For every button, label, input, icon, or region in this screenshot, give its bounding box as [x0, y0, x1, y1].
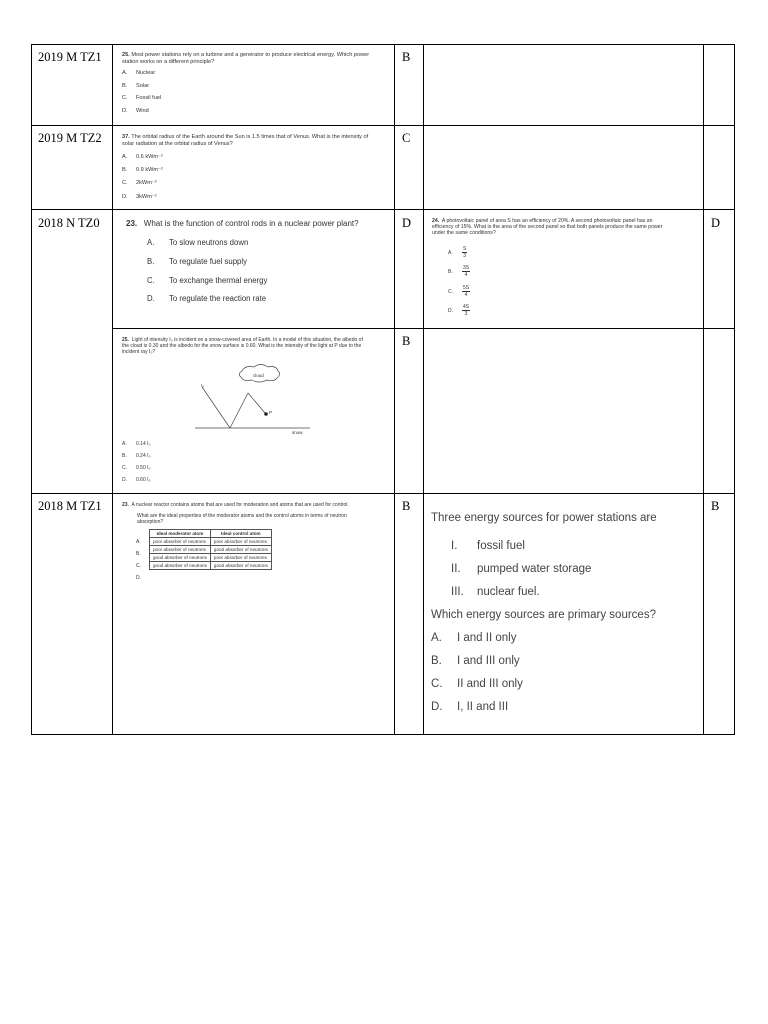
point-p-marker: [264, 412, 268, 416]
column-divider: [703, 44, 704, 735]
option: C. Fossil fuel: [122, 95, 162, 101]
question-number: 37.: [122, 134, 130, 140]
session-label: 2018 M TZ1: [38, 499, 102, 513]
list-item: III. nuclear fuel.: [451, 586, 540, 598]
session-label: 2019 M TZ1: [38, 50, 102, 64]
table-header: Ideal moderator atom: [150, 530, 211, 538]
option: D. Wind: [122, 108, 149, 114]
option: C. II and III only: [431, 678, 523, 690]
session-label: 2018 N TZ0: [38, 216, 100, 230]
row-divider: [31, 493, 735, 494]
option: D. 3kWm⁻²: [122, 194, 157, 200]
option: B. Solar: [122, 83, 150, 89]
ray-label: I₀: [201, 383, 205, 388]
option: D. 0.60 I₀: [122, 477, 151, 483]
question-stem: 25. Light of intensity I₀ is incident on a snow-covered area of Earth. In a model of this situation, the albedo of the cloud is 0.30 and the albedo for the snow surface is 0.60. What is the intensity of the light at P due to the incident ray I₀?: [122, 337, 363, 355]
question-stem: 24. A photovoltaic panel of area S has an efficiency of 20%. A second photovoltaic panel has an efficiency of 15%. What is the area of the second panel so that both panels produce the same power under the same conditions?: [432, 218, 663, 237]
question-stem-part-2: What are the ideal properties of the moderator atoms and the control atoms in terms of neutron absorption?: [137, 513, 347, 525]
option: B. 0.9 kWm⁻²: [122, 167, 163, 173]
albedo-diagram: [120, 357, 365, 437]
answer-key: B: [402, 50, 411, 64]
cloud-reflected-ray: [248, 393, 265, 413]
properties-table: [149, 529, 272, 570]
answer-key-second: D: [711, 216, 721, 230]
cloud-label: cloud: [253, 373, 264, 378]
question-intro: Three energy sources for power stations are: [431, 512, 657, 524]
answer-key: D: [402, 216, 412, 230]
row-divider: [31, 209, 735, 210]
question-number: 25.: [122, 337, 129, 343]
option: A. I and II only: [431, 632, 517, 644]
question-block: [122, 216, 387, 316]
option-key: B.: [136, 551, 141, 557]
question-block: [120, 335, 365, 485]
option: D. To regulate the reaction rate: [147, 294, 267, 303]
table-row: poor absorber of neutrons good absorber of neutrons: [150, 546, 272, 554]
option: A. Nuclear: [122, 70, 156, 76]
question-block-second: [429, 508, 697, 723]
snow-label: snow: [292, 430, 303, 435]
option: D. $\frac{4S}{3}$: [448, 304, 470, 317]
question-block: [120, 50, 370, 120]
table-header: Ideal control atom: [210, 530, 271, 538]
option: C. 2kWm⁻²: [122, 180, 157, 186]
table-row: poor absorber of neutrons poor absorber of neutrons: [150, 538, 272, 546]
row-divider: [112, 328, 735, 329]
question-stem: 25. Most power stations rely on a turbine and a generator to produce electrical energy. Which power station works on a different principle?: [122, 52, 370, 65]
question-prompt: Which energy sources are primary sources?: [431, 609, 656, 621]
table-row: good absorber of neutrons poor absorber of neutrons: [150, 554, 272, 562]
option: C. 0.50 I₀: [122, 465, 151, 471]
column-divider: [423, 44, 424, 735]
question-stem: 23. What is the function of control rods in a nuclear power plant?: [126, 219, 359, 228]
question-stem: 23. A nuclear reactor contains atoms that are used for moderation and atoms that are used for control.: [122, 502, 349, 508]
question-number: 24.: [432, 218, 440, 224]
question-stem: 37. The orbital radius of the Earth around the Sun is 1.5 times that of Venus. What is the intensity of solar radiation at the orbital radius of Venus?: [122, 134, 369, 147]
option: B. 0.24 I₀: [122, 453, 151, 459]
list-item: I. fossil fuel: [451, 540, 525, 552]
incident-ray: [202, 387, 230, 428]
column-divider: [394, 44, 395, 735]
column-divider: [112, 44, 113, 735]
option: A. 0.6 kWm⁻²: [122, 154, 163, 160]
option: D. I, II and III: [431, 701, 509, 713]
question-number: 23.: [126, 219, 138, 228]
row-divider: [31, 125, 735, 126]
answer-key-second: B: [711, 499, 720, 513]
option: B. To regulate fuel supply: [147, 257, 248, 266]
option: A. 0.14 I₀: [122, 441, 151, 447]
option: A. To slow neutrons down: [147, 238, 249, 247]
answer-key: B: [402, 499, 411, 513]
option-key: A.: [136, 539, 141, 545]
option-key: C.: [136, 563, 141, 569]
point-p-label: P: [269, 410, 273, 415]
option: C. To exchange thermal energy: [147, 276, 268, 285]
answer-key: B: [402, 334, 411, 348]
option: B. $\frac{3S}{4}$: [448, 265, 470, 278]
option-key: D.: [136, 575, 141, 581]
table-row: good absorber of neutrons good absorber of neutrons: [150, 562, 272, 570]
reflected-ray: [230, 393, 248, 428]
answer-key: C: [402, 131, 411, 145]
option: C. $\frac{5S}{4}$: [448, 285, 470, 298]
list-item: II. pumped water storage: [451, 563, 592, 575]
question-block: [120, 500, 370, 596]
question-block: [120, 132, 382, 204]
option: A. $\frac{S}{3}$: [448, 246, 467, 259]
question-number: 23.: [122, 502, 129, 508]
question-block-second: [430, 216, 675, 321]
session-label: 2019 M TZ2: [38, 131, 102, 145]
option: B. I and III only: [431, 655, 520, 667]
question-number: 25.: [122, 52, 130, 58]
